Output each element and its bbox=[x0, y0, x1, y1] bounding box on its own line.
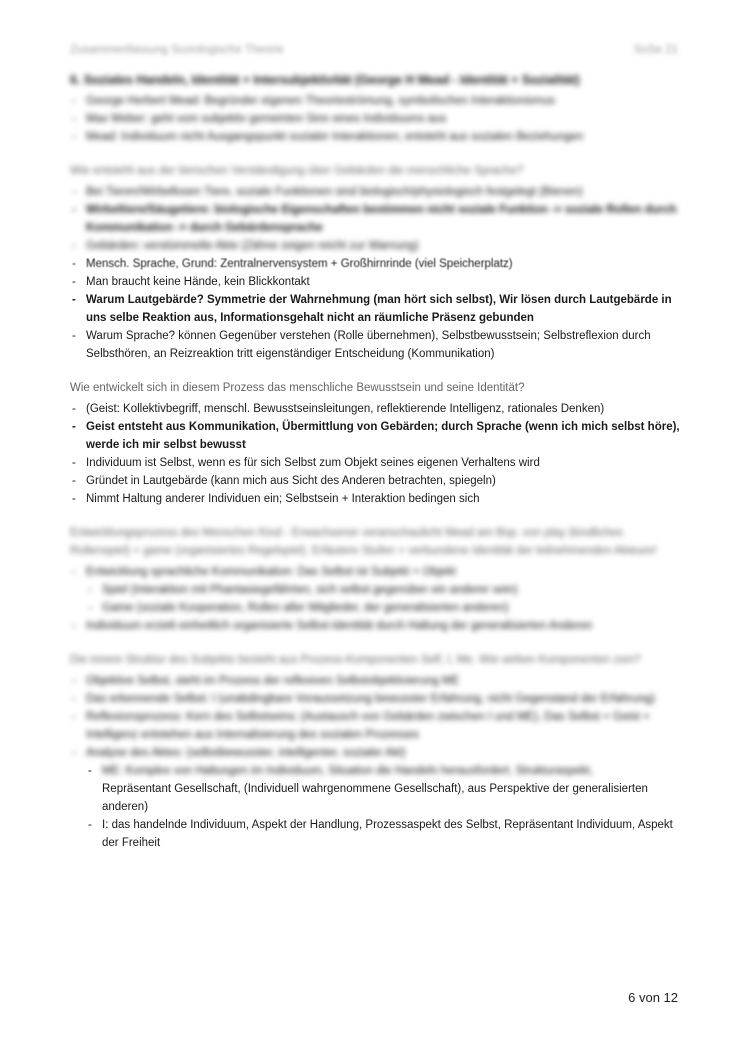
list-item: - Mead: Individuum nicht Ausgangspunkt sozialer Interaktionen, entsteht aus sozialen Beziehungen bbox=[70, 128, 680, 146]
list-item: - Warum Sprache? können Gegenüber verstehen (Rolle übernehmen), Selbstbewusstsein; Selbstreflexion durch Selbsthören, an Reizreaktion tritt eigenständiger Entscheidung (Kommunikation) bbox=[70, 327, 680, 363]
list-item-i: - I: das handelnde Individuum, Aspekt der Handlung, Prozessaspekt des Selbst, Repräsentant Individuum, Aspekt der Freiheit bbox=[70, 816, 680, 852]
list-item: - Bei Tieren/Wirbellosen Tiere, soziale Funktionen sind biologisch/physiologisch festgelegt (Bienen) bbox=[70, 183, 680, 201]
question-heading: Wie entsteht aus der tierischen Verständigung über Gebärden die menschliche Sprache? bbox=[70, 165, 524, 177]
list-item-me bbox=[70, 762, 680, 816]
list-item: - Mensch. Sprache, Grund: Zentralnervensystem + Großhirnrinde (viel Speicherplatz) bbox=[70, 255, 680, 273]
list-item: - Individuum erzielt einheitlich organisierte Selbst-Identität durch Haltung der generalisierten Anderen bbox=[70, 617, 680, 635]
list-item: - Objektive Selbst, steht im Prozess der reflexiven Selbstobjektivierung ME bbox=[70, 672, 680, 690]
block-sprache-list bbox=[70, 183, 680, 363]
me-item-blurred: - ME: Komplex von Haltungen im Individuum, Situation die Handeln herausfordert, Strukturaspekt, bbox=[102, 765, 593, 777]
section-6-list bbox=[70, 92, 680, 146]
list-item: - Gebärden: verstümmelte Akte (Zähne zeigen reicht zur Warnung) bbox=[70, 237, 680, 255]
list-item: - (Geist: Kollektivbegriff, menschl. Bewusstseinsleitungen, reflektierende Intelligenz, rationales Denken) bbox=[70, 400, 680, 418]
list-item: - Max Weber: geht vom subjektiv gemeinten Sinn eines Individuums aus bbox=[70, 110, 680, 128]
header-semester: SoSe 21 bbox=[633, 44, 678, 56]
question-heading: Entwicklungsprozess des Menschen Kind - Erwachsener veranschaulicht Mead am Bsp. von play (kindliches Rollenspiel) + game (organisiertes Regelspiel). Erläutere Stufen + verbundene Identität der teilnehmenden Akteure! bbox=[70, 527, 657, 557]
document-content bbox=[70, 73, 680, 852]
header-title: Zusammenfassung Soziologische Theorie bbox=[70, 44, 284, 56]
block-struktur-list bbox=[70, 672, 680, 852]
page-number: 6 von 12 bbox=[628, 990, 678, 1005]
list-item: - Warum Lautgebärde? Symmetrie der Wahrnehmung (man hört sich selbst), Wir lösen durch Lautgebärde in uns selbe Reaktion aus, Informationsgehalt nicht an räumliche Präsenz gebunden bbox=[70, 291, 680, 327]
question-heading: Die innere Struktur des Subjekts besteht aus Prozess-Komponenten Self, I, Me. Wie wirken Komponenten zsm? bbox=[70, 654, 641, 666]
list-item: - Entwicklung sprachliche Kommunikation: Das Selbst ist Subjekt + Objekt bbox=[70, 563, 680, 581]
list-item: - Wirbeltiere/Säugetiere: biologische Eigenschaften bestimmen nicht soziale Funktion -> soziale Rollen durch Kommunikation -> durch Gebärdensprache bbox=[70, 201, 680, 237]
list-item: - Analyse des Aktes: (selbstbewusster, intelligenter, sozialer Akt) bbox=[70, 744, 680, 762]
list-item: - Geist entsteht aus Kommunikation, Übermittlung von Gebärden; durch Sprache (wenn ich mich selbst höre), werde ich mir selbst bewusst bbox=[70, 418, 680, 454]
list-item: - Gründet in Lautgebärde (kann mich aus Sicht des Anderen betrachten, spiegeln) bbox=[70, 472, 680, 490]
block-sprache bbox=[70, 162, 680, 363]
section-title: 6. Soziales Handeln, Identität + Intersubjektivität (George H Mead - Identität + Sozialität) bbox=[70, 73, 580, 87]
block-bewusstsein bbox=[70, 379, 680, 508]
list-item: - Reflexionsprozess: Kern des Selbstseins; (Austausch von Gebärden zwischen I und ME), Das Selbst + Geist + Intelligenz entstehen aus Internalisierung des sozialen Prozesses bbox=[70, 708, 680, 744]
section-6 bbox=[70, 73, 680, 146]
list-item: - Nimmt Haltung anderer Individuen ein; Selbstsein + Interaktion bedingen sich bbox=[70, 490, 680, 508]
question-heading: Wie entwickelt sich in diesem Prozess das menschliche Bewusstsein und seine Identität? bbox=[70, 382, 525, 394]
list-item: - Man braucht keine Hände, kein Blickkontakt bbox=[70, 273, 680, 291]
block-entwicklung bbox=[70, 524, 680, 635]
block-bewusstsein-list bbox=[70, 400, 680, 508]
list-item: - George Herbert Mead: Begründer eigenen Theorieströmung, symbolischen Interaktionismus bbox=[70, 92, 680, 110]
block-struktur bbox=[70, 651, 680, 852]
list-item: - Spiel (Interaktion mit Phantasiegefährten, sich selbst gegenüber ein anderer sein) bbox=[70, 581, 680, 599]
list-item: - Individuum ist Selbst, wenn es für sich Selbst zum Objekt seines eigenen Verhaltens wird bbox=[70, 454, 680, 472]
block-entwicklung-list bbox=[70, 563, 680, 635]
me-item-clear: Repräsentant Gesellschaft, (Individuell wahrgenommene Gesellschaft), aus Perspektive der generalisierten anderen) bbox=[102, 783, 648, 813]
list-item: - Das erkennende Selbst: I (unabdingbare Voraussetzung bewusster Erfahrung, nicht Gegenstand der Erfahrung) bbox=[70, 690, 680, 708]
list-item: - Game (soziale Kooperation, Rollen aller Mitglieder, der generalisierten anderen) bbox=[70, 599, 680, 617]
